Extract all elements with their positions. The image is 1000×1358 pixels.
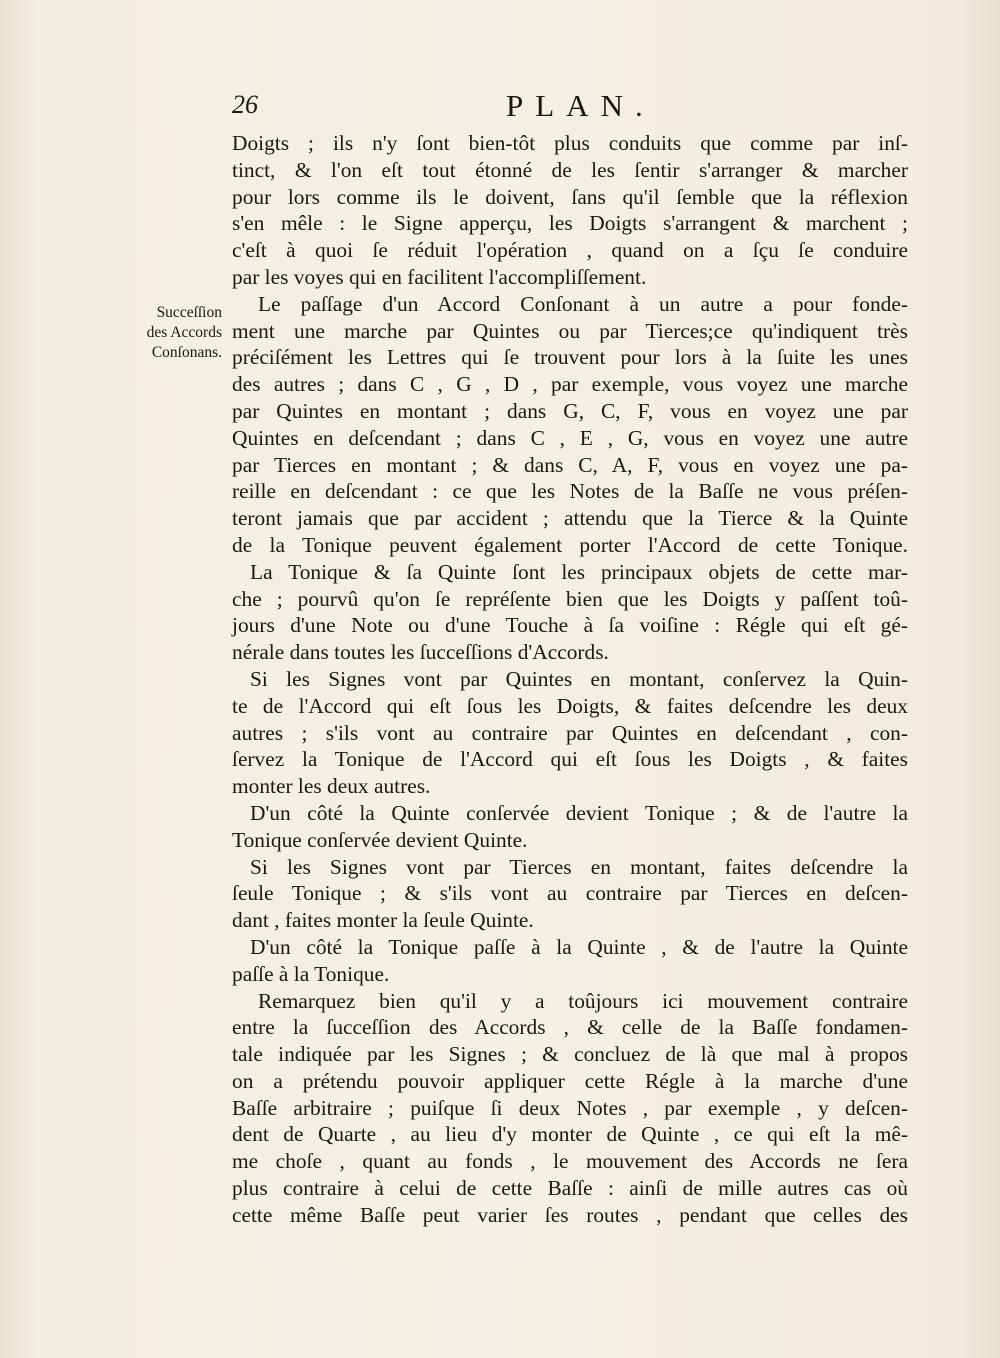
text-line: dant , faites monter la ſeule Quinte. xyxy=(232,908,534,933)
running-head: PLAN. xyxy=(506,88,655,123)
text-line: des autres ; dans C , G , D , par exemple, vous voyez une marche xyxy=(232,372,908,397)
margin-note-line: Conſonans. xyxy=(151,344,222,361)
text-line: te de l'Accord qui eſt ſous les Doigts, & faites deſcendre les deux xyxy=(232,693,908,718)
text-line: tinct, & l'on eſt tout étonné de les ſentir s'arranger & marcher xyxy=(232,157,908,182)
text-line: ſeule Tonique ; & s'ils vont au contraire par Tierces en deſcen- xyxy=(232,881,908,906)
text-line: plus contraire à celui de cette Baſſe : ainſi de mille autres cas où xyxy=(232,1176,908,1201)
text-line: Doigts ; ils n'y ſont bien-tôt plus conduits que comme par inſ- xyxy=(232,131,908,155)
text-line: Si les Signes vont par Tierces en montant, faites deſcendre la xyxy=(250,854,908,879)
margin-note-line: Succeſſion xyxy=(156,304,222,321)
text-line: D'un côté la Tonique paſſe à la Quinte , & de l'autre la Quinte xyxy=(250,934,908,959)
page-header xyxy=(232,88,908,128)
text-line: jours d'une Note ou d'une Touche à ſa voiſine : Régle qui eſt gé- xyxy=(232,613,908,638)
text-line: c'eſt à quoi ſe réduit l'opération , quand on a ſçu ſe conduire xyxy=(232,238,908,263)
text-line: Remarquez bien qu'il y a toûjours ici mouvement contraire xyxy=(258,988,908,1013)
text-line: ſervez la Tonique de l'Accord qui eſt ſous les Doigts , & faites xyxy=(232,747,908,772)
text-line: teront jamais que par accident ; attendu que la Tierce & la Quinte xyxy=(232,506,908,531)
text-line: on a prétendu pouvoir appliquer cette Régle à la marche d'une xyxy=(232,1068,908,1093)
text-line: pour lors comme ils le doivent, ſans qu'il ſemble que la réflexion xyxy=(232,184,908,209)
text-line: par les voyes qui en facilitent l'accompliſſement. xyxy=(232,264,647,289)
body-text xyxy=(232,130,908,1229)
text-line: che ; pourvû qu'on ſe repréſente bien que les Doigts y paſſent toû- xyxy=(232,586,908,611)
text-line: Le paſſage d'un Accord Conſonant à un autre a pour fonde- xyxy=(258,291,908,316)
text-line: cette même Baſſe peut varier ſes routes , pendant que celles des xyxy=(232,1202,908,1227)
text-line: s'en mêle : le Signe apperçu, les Doigts s'arrangent & marchent ; xyxy=(232,211,908,236)
text-line: Si les Signes vont par Quintes en montant, conſervez la Quin- xyxy=(250,666,908,691)
text-line: de la Tonique peuvent également porter l'Accord de cette Tonique. xyxy=(232,532,908,557)
text-line: par Tierces en montant ; & dans C, A, F, vous en voyez une pa- xyxy=(232,452,908,477)
text-line: entre la ſucceſſion des Accords , & celle de la Baſſe fondamen- xyxy=(232,1015,908,1040)
text-line: me choſe , quant au fonds , le mouvement des Accords ne ſera xyxy=(232,1149,908,1174)
text-line: Quintes en deſcendant ; dans C , E , G, vous en voyez une autre xyxy=(232,425,908,450)
text-line: ment une marche par Quintes ou par Tierces;ce qu'indiquent très xyxy=(232,318,908,343)
text-line: dent de Quarte , au lieu d'y monter de Quinte , ce qui eſt la mê- xyxy=(232,1122,908,1147)
text-line: La Tonique & ſa Quinte ſont les principaux objets de cette mar- xyxy=(250,559,908,584)
page-number: 26 xyxy=(232,90,258,119)
margin-note-line: des Accords xyxy=(146,324,222,341)
text-line: autres ; s'ils vont au contraire par Quintes en deſcendant , con- xyxy=(232,720,908,745)
text-line: Tonique conſervée devient Quinte. xyxy=(232,827,528,852)
text-line: nérale dans toutes les ſucceſſions d'Accords. xyxy=(232,640,609,665)
text-line: paſſe à la Tonique. xyxy=(232,961,390,986)
text-line: tale indiquée par les Signes ; & concluez de là que mal à propos xyxy=(232,1042,908,1067)
text-line: préciſément les Lettres qui ſe trouvent pour lors à la ſuite les unes xyxy=(232,345,908,370)
text-line: monter les deux autres. xyxy=(232,774,431,799)
text-line: Baſſe arbitraire ; puiſque ſi deux Notes , par exemple , y deſcen- xyxy=(232,1095,908,1120)
margin-note xyxy=(118,303,222,363)
text-line: D'un côté la Quinte conſervée devient Tonique ; & de l'autre la xyxy=(250,800,908,825)
text-line: reille en deſcendant : ce que les Notes de la Baſſe ne vous préſen- xyxy=(232,479,908,504)
text-line: par Quintes en montant ; dans G, C, F, vous en voyez une par xyxy=(232,398,908,423)
